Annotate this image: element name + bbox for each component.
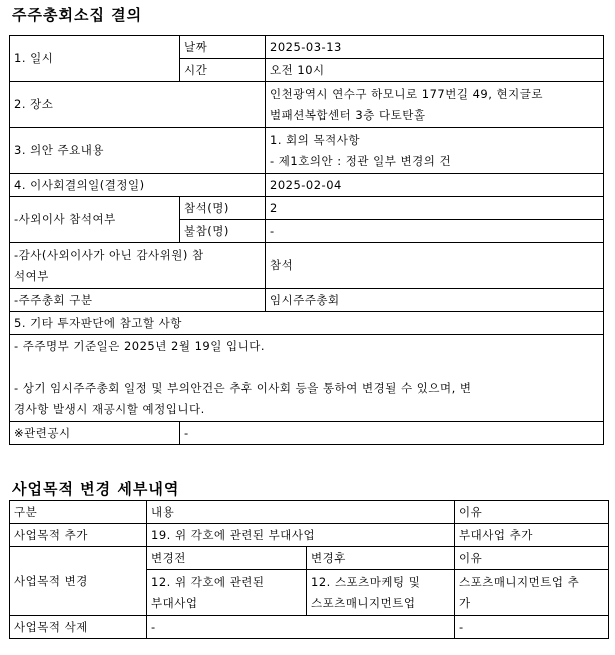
date-label: 날짜 xyxy=(180,36,266,59)
present-label: 참석(명) xyxy=(180,197,266,220)
place-line-1: 인천광역시 연수구 하모니로 177번길 49, 현지글로 xyxy=(270,86,543,101)
time-value: 오전 10시 xyxy=(266,59,604,82)
delete-content: - xyxy=(147,616,455,639)
absent-value: - xyxy=(266,220,604,243)
after-line-1: 12. 스포츠마케팅 및 xyxy=(311,574,421,589)
agenda-line-1: 1. 회의 목적사항 xyxy=(270,132,360,147)
agenda-value xyxy=(266,128,604,174)
page-title: 주주총회소집 결의 xyxy=(12,6,143,24)
delete-label: 사업목적 삭제 xyxy=(10,616,147,639)
after-line-2: 스포츠매니지먼트업 xyxy=(311,595,416,610)
place-line-2: 벌패션복합센터 3층 다토탄홀 xyxy=(270,107,426,122)
meeting-type-value: 임시주주총회 xyxy=(266,289,604,312)
resolution-table xyxy=(9,35,604,445)
agenda-line-2: - 제1호의안 : 정관 일부 변경의 건 xyxy=(270,153,452,168)
after-value xyxy=(307,570,455,616)
note-record-date: - 주주명부 기준일은 2025년 2월 19일 입니다. xyxy=(14,339,265,353)
header-category: 구분 xyxy=(10,501,147,524)
after-header: 변경후 xyxy=(307,547,455,570)
header-content: 내용 xyxy=(147,501,455,524)
related-disclosure-value: - xyxy=(180,422,604,445)
audit-line-2: 석여부 xyxy=(14,268,49,283)
header-reason: 이유 xyxy=(455,501,609,524)
change-reason-line-1: 스포츠매니지먼트업 추 xyxy=(459,574,580,589)
before-line-1: 12. 위 각호에 관련된 xyxy=(151,574,265,589)
datetime-label: 1. 일시 xyxy=(10,36,180,82)
add-reason: 부대사업 추가 xyxy=(455,524,609,547)
note-change-line-2: 경사항 발생시 재공시할 예정입니다. xyxy=(14,402,205,416)
before-header: 변경전 xyxy=(147,547,307,570)
add-label: 사업목적 추가 xyxy=(10,524,147,547)
before-value xyxy=(147,570,307,616)
related-disclosure-label: ※관련공시 xyxy=(10,422,180,445)
audit-line-1: -감사(사외이사가 아닌 감사위원) 참 xyxy=(14,247,204,262)
add-content: 19. 위 각호에 관련된 부대사업 xyxy=(147,524,455,547)
other-info-notes xyxy=(10,335,604,422)
change-reason xyxy=(455,570,609,616)
other-info-label: 5. 기타 투자판단에 참고할 사항 xyxy=(10,312,604,335)
reason-header: 이유 xyxy=(455,547,609,570)
place-label: 2. 장소 xyxy=(10,82,266,128)
purpose-change-table xyxy=(9,500,609,639)
note-change-line-1: - 상기 임시주주총회 일정 및 부의안건은 추후 이사회 등을 통하여 변경될 수 있으며, 변 xyxy=(14,381,472,395)
board-date-label: 4. 이사회결의일(결정일) xyxy=(10,174,266,197)
audit-label xyxy=(10,243,266,289)
change-label: 사업목적 변경 xyxy=(10,547,147,616)
delete-reason: - xyxy=(455,616,609,639)
absent-label: 불참(명) xyxy=(180,220,266,243)
agenda-label: 3. 의안 주요내용 xyxy=(10,128,266,174)
present-value: 2 xyxy=(266,197,604,220)
date-value: 2025-03-13 xyxy=(266,36,604,59)
meeting-type-label: -주주총회 구분 xyxy=(10,289,266,312)
time-label: 시간 xyxy=(180,59,266,82)
detail-title: 사업목적 변경 세부내역 xyxy=(12,480,180,498)
audit-value: 참석 xyxy=(266,243,604,289)
change-reason-line-2: 가 xyxy=(459,595,471,610)
place-value xyxy=(266,82,604,128)
outside-director-label: -사외이사 참석여부 xyxy=(10,197,180,243)
board-date-value: 2025-02-04 xyxy=(266,174,604,197)
before-line-2: 부대사업 xyxy=(151,595,198,610)
